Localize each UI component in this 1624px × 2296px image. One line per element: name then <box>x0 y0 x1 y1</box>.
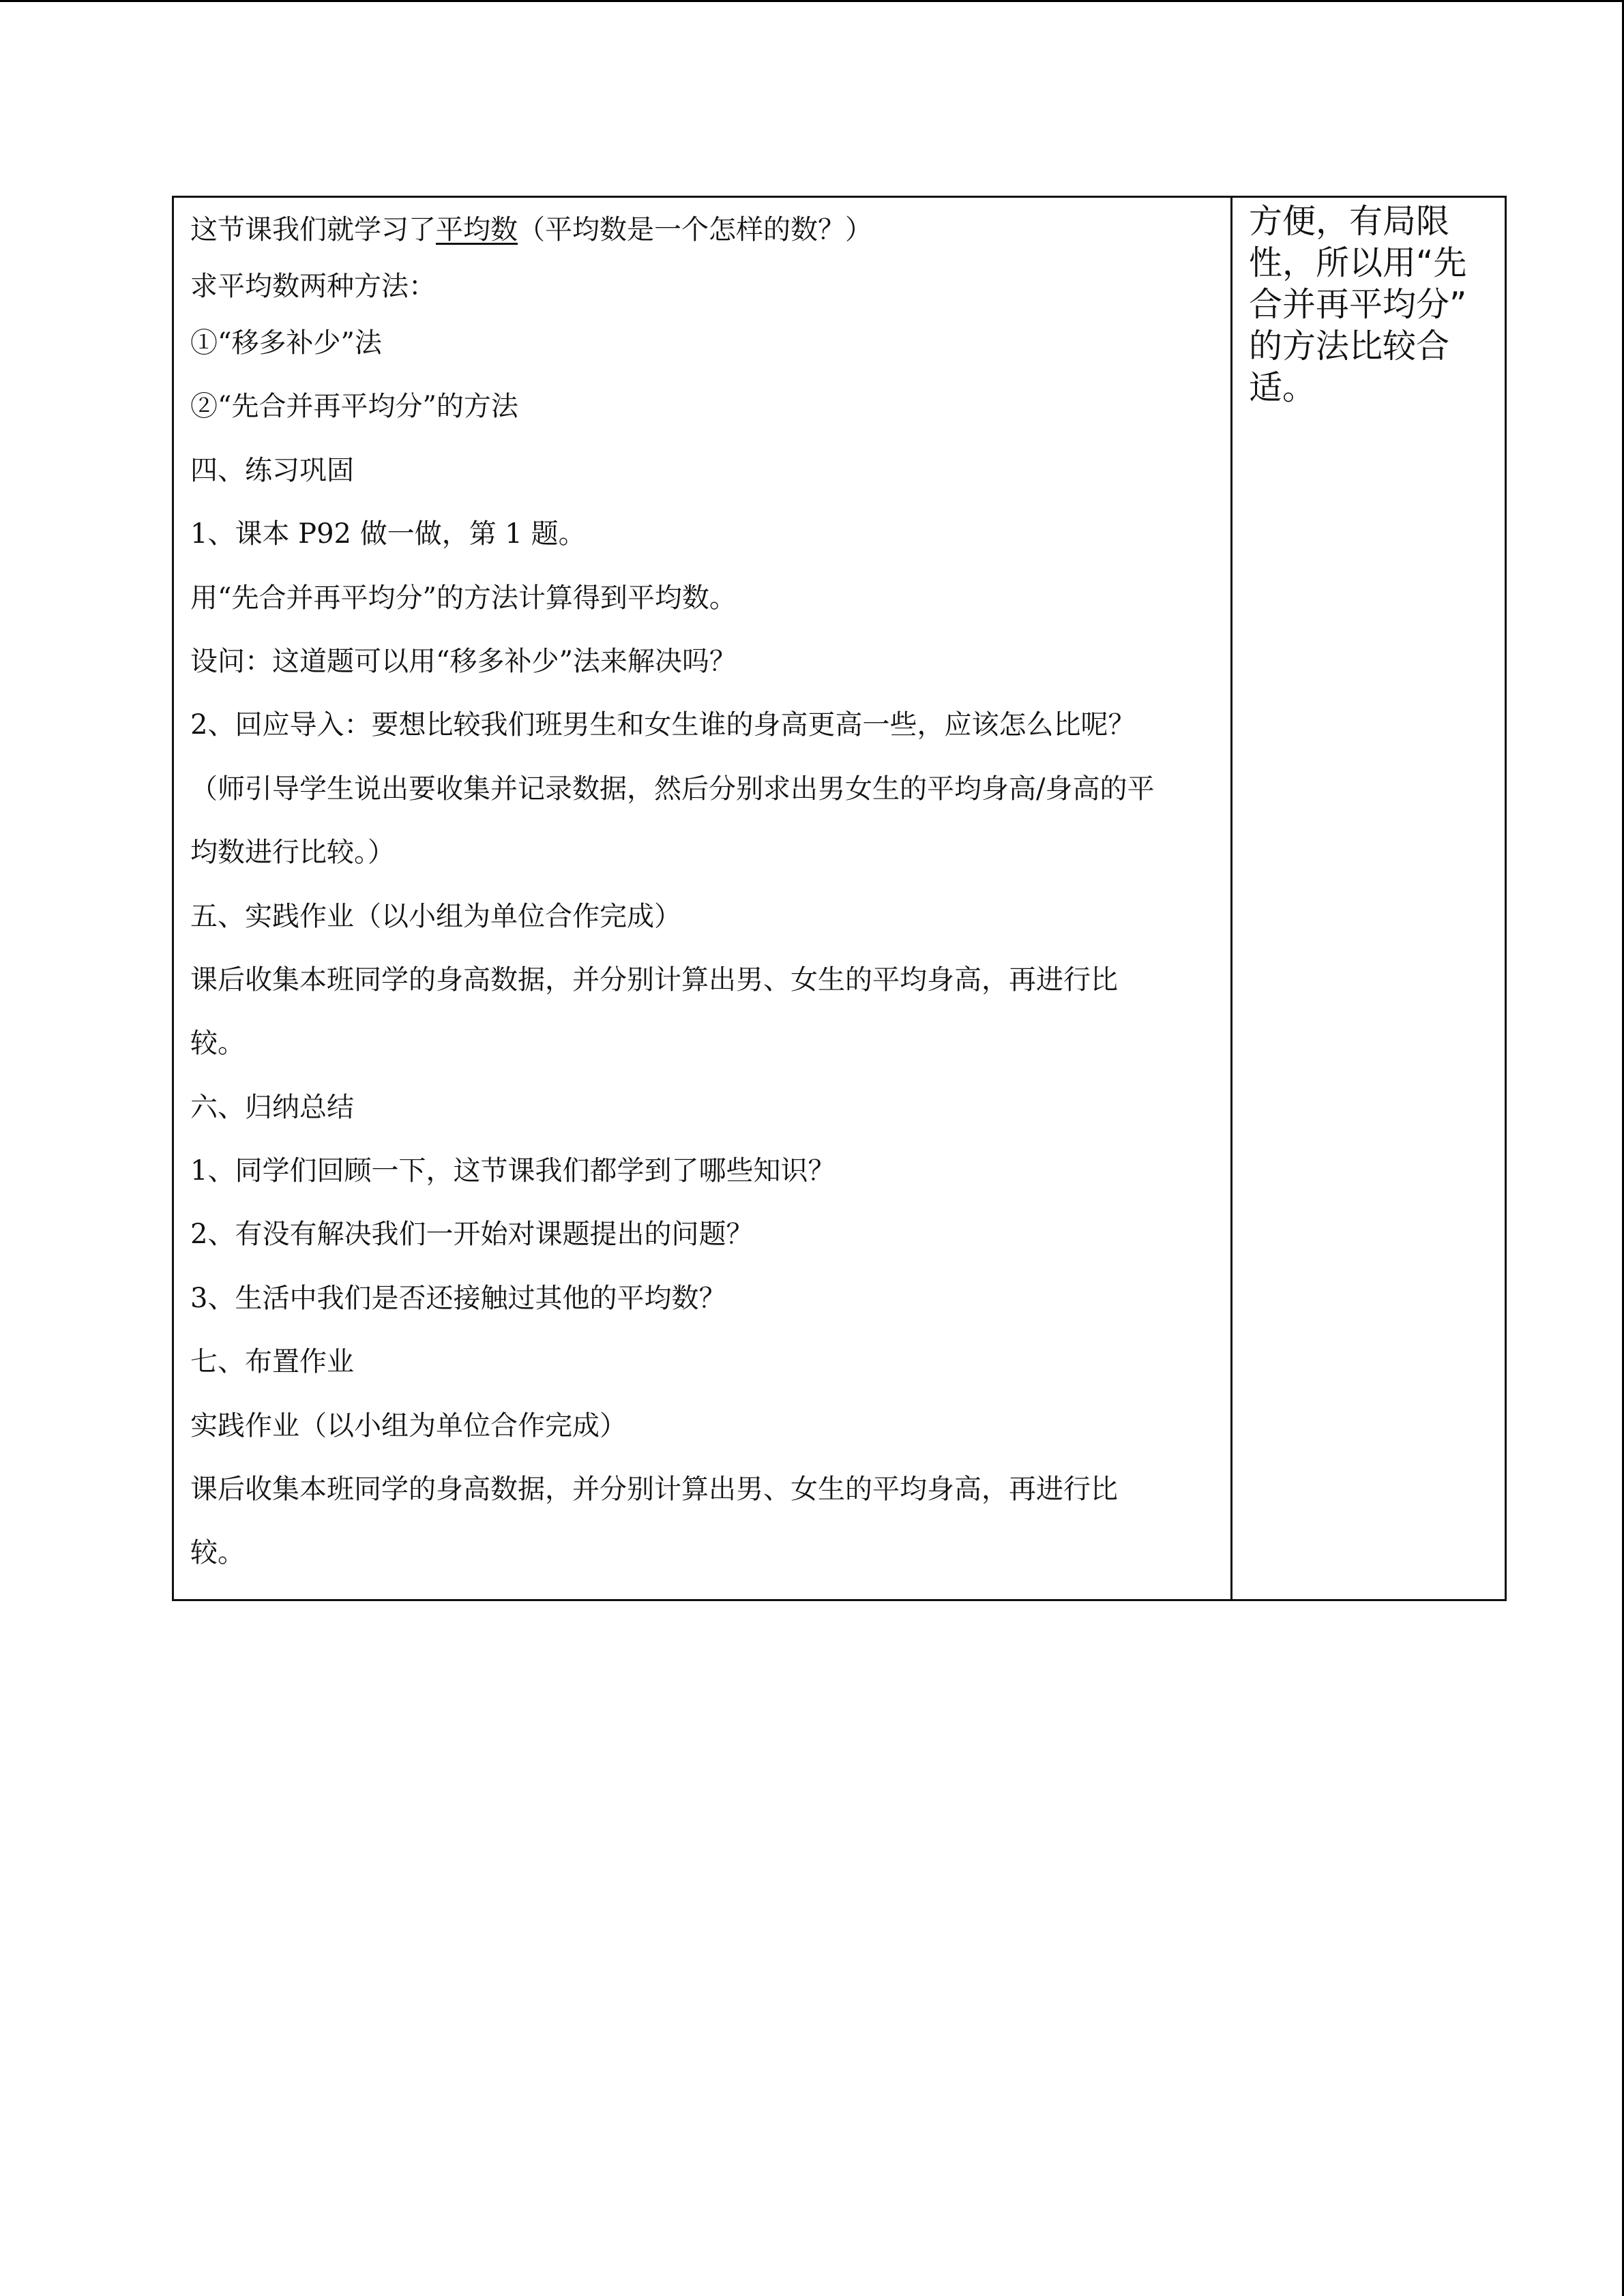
section-assignment-heading: 七、布置作业 <box>190 1346 354 1378</box>
practice-item-1: 1、课本 P92 做一做，第 1 题。 <box>190 518 586 550</box>
homework-text-line-1: 课后收集本班同学的身高数据，并分别计算出男、女生的平均身高，再进行比 <box>190 964 1118 996</box>
side-note-line-3: 合并再平均分” <box>1249 285 1467 324</box>
practice-item-2-note-line-1: （师引导学生说出要收集并记录数据，然后分别求出男女生的平均身高/身高的平 <box>190 773 1155 805</box>
summary-question-1: 1、同学们回顾一下，这节课我们都学到了哪些知识？ <box>190 1155 836 1187</box>
summary-suffix: （平均数是一个怎样的数？） <box>518 214 872 245</box>
practice-item-1-question: 设问：这道题可以用“移多补少”法来解决吗？ <box>190 645 737 677</box>
method-one: ①“移多补少”法 <box>190 327 382 359</box>
summary-prefix: 这节课我们就学习了 <box>190 214 436 245</box>
page-border-top <box>0 0 1624 2</box>
section-homework-heading: 五、实践作业（以小组为单位合作完成） <box>190 900 681 932</box>
practice-item-1-method: 用“先合并再平均分”的方法计算得到平均数。 <box>190 582 737 614</box>
method-two: ②“先合并再平均分”的方法 <box>190 391 518 423</box>
practice-item-2-note-line-2: 均数进行比较。） <box>190 837 395 869</box>
summary-question-3: 3、生活中我们是否还接触过其他的平均数？ <box>190 1282 726 1314</box>
summary-term-underlined: 平均数 <box>436 214 518 245</box>
homework-text-line-2: 较。 <box>190 1028 245 1060</box>
assignment-text-line-1: 课后收集本班同学的身高数据，并分别计算出男、女生的平均身高，再进行比 <box>190 1474 1118 1506</box>
assignment-title: 实践作业（以小组为单位合作完成） <box>190 1410 627 1442</box>
design-intent-cell <box>1232 198 1505 1599</box>
side-note-line-4: 的方法比较合 <box>1249 327 1450 366</box>
section-summary-heading: 六、归纳总结 <box>190 1091 354 1123</box>
side-note-line-1: 方便，有局限 <box>1249 202 1450 241</box>
summary-line <box>190 213 1215 247</box>
lesson-plan-table <box>172 196 1507 1601</box>
teaching-process-cell <box>174 198 1232 1599</box>
summary-question-2: 2、有没有解决我们一开始对课题提出的问题？ <box>190 1219 754 1251</box>
section-practice-heading: 四、练习巩固 <box>190 454 354 486</box>
methods-heading: 求平均数两种方法： <box>190 271 436 302</box>
side-note-line-5: 适。 <box>1249 368 1316 407</box>
side-note-line-2: 性，所以用“先 <box>1249 243 1467 282</box>
assignment-text-line-2: 较。 <box>190 1537 245 1569</box>
practice-item-2: 2、回应导入：要想比较我们班男生和女生谁的身高更高一些，应该怎么比呢？ <box>190 709 1136 741</box>
